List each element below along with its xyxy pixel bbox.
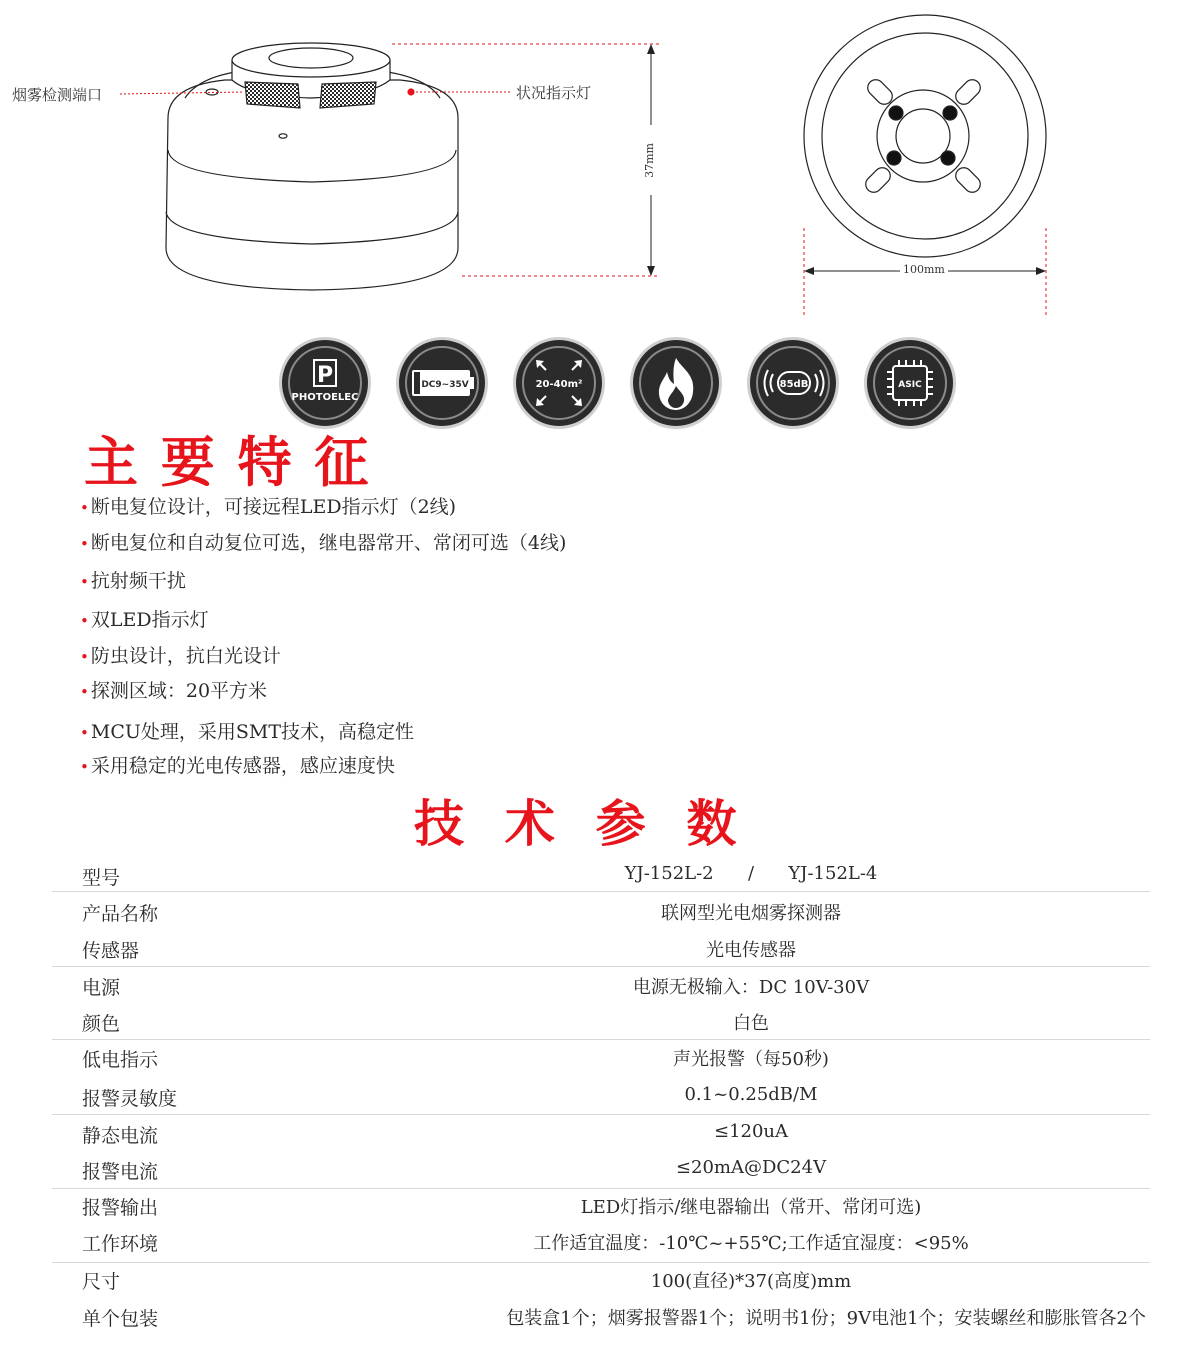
feature-item: • 抗射频干扰 — [80, 570, 186, 592]
spec-row-low-battery: 低电指示 声光报警（每50秒) — [82, 1049, 829, 1071]
spec-row-size: 尺寸 100(直径)*37(高度)mm — [82, 1271, 852, 1293]
svg-text:PHOTOELEC: PHOTOELEC — [291, 392, 359, 403]
bottom-view-drawing — [804, 15, 1046, 257]
spec-row-power: 电源 电源无极输入：DC 10V-30V — [82, 977, 870, 999]
spec-row-alarm-current: 报警电流 ≤20mA@DC24V — [82, 1157, 827, 1183]
battery-dc-icon — [399, 340, 485, 426]
feature-item: • 断电复位和自动复位可选，继电器常开、常闭可选（4线) — [80, 532, 567, 554]
svg-text:P: P — [316, 363, 334, 388]
spec-row-standby-current: 静态电流 ≤120uA — [82, 1121, 789, 1147]
height-dimension: 37mm — [642, 143, 656, 178]
feature-item: • 探测区域：20平方米 — [80, 680, 268, 702]
spec-row-sensor: 传感器 光电传感器 — [82, 940, 796, 962]
spec-row-model: 型号 YJ-152L-2 / YJ-152L-4 — [82, 863, 878, 889]
spec-row-color: 颜色 白色 — [82, 1013, 769, 1035]
row-divider — [52, 1039, 1150, 1040]
row-divider — [52, 1188, 1150, 1189]
side-view-drawing — [166, 43, 458, 290]
svg-text:20-40m²: 20-40m² — [535, 379, 583, 390]
row-divider — [52, 1262, 1150, 1263]
svg-text:DC9~35V: DC9~35V — [421, 380, 469, 390]
feature-item: • 防虫设计，抗白光设计 — [80, 645, 281, 667]
smoke-port-label: 烟雾检测端口 — [12, 86, 103, 104]
specs-title: 技 术 参 数 — [414, 795, 739, 853]
photoelec-icon — [282, 340, 368, 426]
fire-icon — [633, 340, 719, 426]
feature-item: • 双LED指示灯 — [80, 609, 209, 631]
asic-chip-icon — [867, 340, 953, 426]
row-divider — [52, 966, 1150, 967]
spec-row-alarm-output: 报警输出 LED灯指示/继电器输出（常开、常闭可选) — [82, 1197, 922, 1219]
row-divider — [52, 891, 1150, 892]
svg-text:ASIC: ASIC — [898, 380, 922, 390]
spec-row-environment: 工作环境 工作适宜温度：-10℃~+55℃;工作适宜湿度：<95% — [82, 1233, 969, 1255]
feature-item: • MCU处理，采用SMT技术，高稳定性 — [80, 721, 415, 743]
product-diagram — [0, 0, 1200, 330]
svg-text:85dB: 85dB — [779, 379, 809, 390]
sound-85db-icon — [750, 340, 836, 426]
spec-row-package: 单个包装 包装盒1个；烟雾报警器1个；说明书1份；9V电池1个；安装螺丝和膨胀管各2个 — [82, 1308, 1146, 1330]
features-title: 主 要 特 征 — [84, 431, 371, 494]
row-divider — [52, 1114, 1150, 1115]
area-icon — [516, 340, 602, 426]
feature-item: • 采用稳定的光电传感器，感应速度快 — [80, 755, 395, 777]
spec-row-sensitivity: 报警灵敏度 0.1~0.25dB/M — [82, 1084, 818, 1110]
diameter-dimension: 100mm — [900, 263, 948, 276]
spec-row-product-name: 产品名称 联网型光电烟雾探测器 — [82, 903, 841, 925]
status-light-label: 状况指示灯 — [516, 84, 592, 102]
feature-item: • 断电复位设计，可接远程LED指示灯（2线) — [80, 496, 457, 518]
